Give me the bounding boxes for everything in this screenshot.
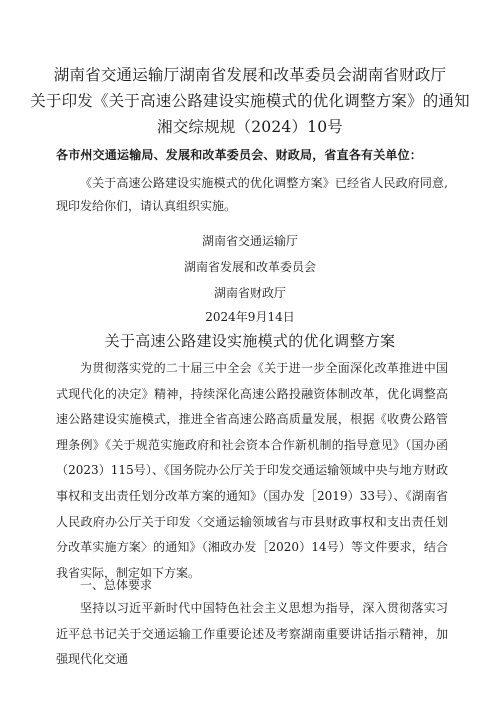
signatory-transport: 湖南省交通运输厅 bbox=[201, 234, 298, 248]
section-heading-general-requirements: 一、总体要求 bbox=[80, 578, 153, 592]
plan-title: 关于高速公路建设实施模式的优化调整方案 bbox=[104, 332, 396, 350]
title-subject: 关于印发《关于高速公路建设实施模式的优化调整方案》的通知 bbox=[30, 92, 470, 110]
signatory-finance: 湖南省财政厅 bbox=[213, 286, 286, 300]
document-number: 湘交综规规（2024）10号 bbox=[157, 118, 343, 136]
plan-intro-paragraph: 为贯彻落实党的二十届三中全会《关于进一步全面深化改革推进中国式现代化的决定》精神，持续深化高速公路投融资体制改革，优化调整高速公路建设实施模式，推进全省高速公路高质量发展，根据《收费公路管理条例》《关于规范实施政府和社会资本合作新机制的指导意见》（国办函（2023）115号）、《国务院办公厅关于印发交通运输领域中央与地方财政事权和支出责任划分改革方案的通知》（国办发［2019）33号）、《湖南省人民政府办公厅关于印发〈交通运输领域省与市县财政事权和支出责任划分改革实施方案〉的通知》（湘政办发［2020）14号）等文件要求，结合我省实际，制定如下方案。 bbox=[56, 361, 448, 580]
section-body-general-requirements: 坚持以习近平新时代中国特色社会主义思想为指导，深入贯彻落实习近平总书记关于交通运输工作重要论述及考察湖南重要讲话指示精神，加强现代化交通 bbox=[56, 601, 448, 667]
addressee: 各市州交通运输局、发展和改革委员会、财政局，省直各有关单位： bbox=[56, 148, 423, 162]
notice-title bbox=[0, 62, 500, 140]
signatory-development: 湖南省发展和改革委员会 bbox=[183, 260, 316, 274]
notice-body: 《关于高速公路建设实施模式的优化调整方案》已经省人民政府同意,现印发给你们，请认真组织实施。 bbox=[56, 176, 448, 213]
issue-date: 2024年9月14日 bbox=[205, 310, 295, 324]
title-issuers: 湖南省交通运输厅湖南省发展和改革委员会湖南省财政厅 bbox=[53, 66, 447, 84]
